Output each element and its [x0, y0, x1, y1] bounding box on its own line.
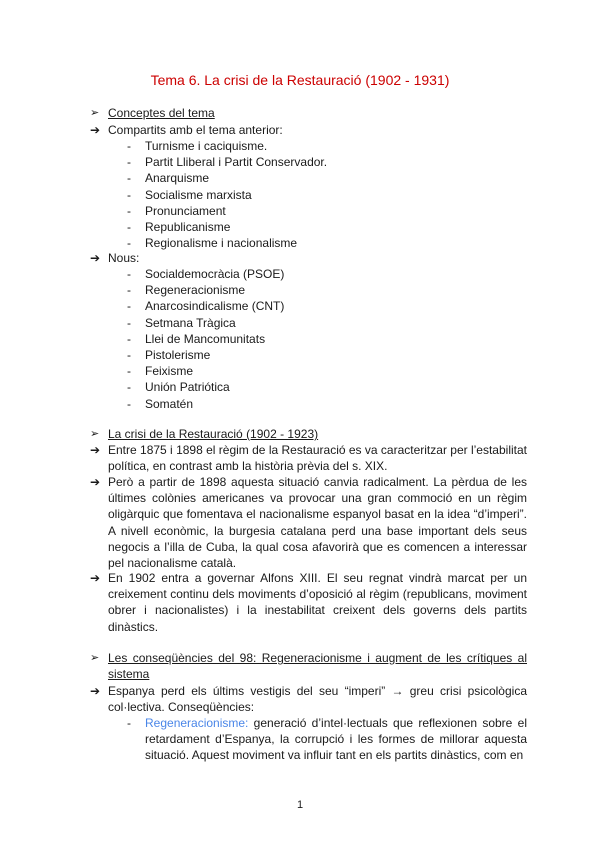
arrow-bullet-icon: ➔ — [90, 571, 101, 585]
arrow-bullet-icon: ➔ — [90, 251, 101, 265]
list-item: - Anarcosindicalisme (CNT) — [127, 299, 285, 314]
dash-bullet: - — [127, 236, 131, 251]
dash-bullet: - — [127, 347, 131, 362]
list-item: - Somatén — [127, 396, 194, 411]
dash-bullet: - — [127, 171, 131, 186]
dash-bullet: - — [127, 203, 131, 218]
dash-bullet: - — [127, 331, 131, 346]
list-item: - Anarquisme — [127, 171, 210, 186]
dash-bullet: - — [127, 219, 131, 234]
shared-concepts-label — [90, 122, 527, 138]
new-concepts-list — [124, 266, 534, 412]
list-item: - Socialisme marxista — [127, 187, 252, 202]
paragraph — [90, 683, 527, 715]
dash-bullet: - — [127, 364, 131, 379]
paragraph — [90, 570, 527, 635]
dash-bullet: - — [127, 283, 131, 298]
list-label: Compartits amb el tema anterior: — [108, 123, 283, 137]
arrow-bullet-icon: ➔ — [90, 684, 101, 698]
list-item: - Partit Lliberal i Partit Conservador. — [127, 155, 328, 170]
section-heading-crisis — [90, 426, 530, 442]
dash-bullet: - — [127, 187, 131, 202]
dash-bullet: - — [127, 155, 131, 170]
list-item: - Socialdemocràcia (PSOE) — [127, 267, 285, 281]
list-item: - Republicanisme — [127, 219, 231, 234]
list-item: - Setmana Tràgica — [127, 315, 236, 330]
heading-bullet-icon: ➢ — [90, 652, 100, 664]
list-label: Nous: — [108, 251, 140, 265]
section-heading-concepts — [90, 105, 530, 121]
heading-bullet-icon: ➢ — [90, 107, 100, 119]
paragraph-text: Espanya perd els últims vestigis del seu “imperi” → greu crisi psicològica col·lectiva. Conseqüències: — [108, 684, 527, 715]
paragraph-text: En 1902 entra a governar Alfons XIII. El seu regnat vindrà marcat per un creixement continu dels moviments d’oposició al règim (republicans, moviment obrer i nacionalistes) i la inestabilitat creixent dels governs dels partits dinàstics. — [108, 571, 527, 634]
dash-bullet: - — [127, 716, 131, 730]
shared-concepts-list — [124, 138, 534, 251]
dash-bullet: - — [127, 396, 131, 411]
page-title: Tema 6. La crisi de la Restauració (1902 - 1931) — [150, 72, 450, 88]
dash-bullet: - — [127, 299, 131, 314]
arrow-bullet-icon: ➔ — [90, 443, 101, 457]
dash-bullet: - — [127, 139, 131, 153]
list-item: - Pronunciament — [127, 203, 226, 218]
paragraph-text: Però a partir de 1898 aquesta situació canvia radicalment. La pèrdua de les últimes colònies americanes va provocar una gran commoció en un règim oligàrquic que fomentava el nacionalisme espanyol basat en la idea “d’imperi”. A nivell econòmic, la burgesia catalana perd una base important dels seus negocis a l’illa de Cuba, la qual cosa afavorirà que es comencen a interessar pel nacionalisme català. — [108, 475, 527, 571]
section-heading-consequences — [90, 650, 527, 682]
section-heading-text: Conceptes del tema — [108, 106, 215, 120]
new-concepts-label — [90, 250, 527, 266]
list-item: - Regionalisme i nacionalisme — [127, 236, 298, 251]
section-heading-text: Les conseqüències del 98: Regeneracionisme i augment de les crítiques al sistema — [108, 651, 527, 682]
paragraph — [90, 474, 527, 571]
list-item: - Feixisme — [127, 364, 194, 379]
sub-item-regeneracionisme — [124, 715, 527, 764]
list-item: - Regeneracionisme — [127, 283, 246, 298]
arrow-bullet-icon: ➔ — [90, 123, 101, 137]
heading-bullet-icon: ➢ — [90, 428, 100, 440]
dash-bullet: - — [127, 315, 131, 330]
list-item: - Pistolerisme — [127, 347, 211, 362]
page-number: 1 — [296, 799, 304, 811]
arrow-bullet-icon: ➔ — [90, 475, 101, 489]
list-item: - Unión Patriótica — [127, 380, 230, 395]
dash-bullet: - — [127, 380, 131, 395]
section-heading-text: La crisi de la Restauració (1902 - 1923) — [108, 427, 319, 441]
list-item: - Turnisme i caciquisme. — [127, 139, 268, 153]
dash-bullet: - — [127, 267, 131, 281]
list-item: - Llei de Mancomunitats — [127, 331, 266, 346]
paragraph-text: Entre 1875 i 1898 el règim de la Restauració es va caracteritzar per l’estabilitat política, en contrast amb la història prèvia del s. XIX. — [108, 443, 527, 474]
sub-item-text: Regeneracionisme: generació d’intel·lectuals que reflexionen sobre el retardament d’Espanya, la corrupció i les formes de millorar aquesta situació. Aquest moviment va influir tant en els partits dinàstics, com en — [145, 716, 527, 763]
term-highlight: Regeneracionisme: — [145, 716, 249, 730]
paragraph — [90, 442, 527, 474]
